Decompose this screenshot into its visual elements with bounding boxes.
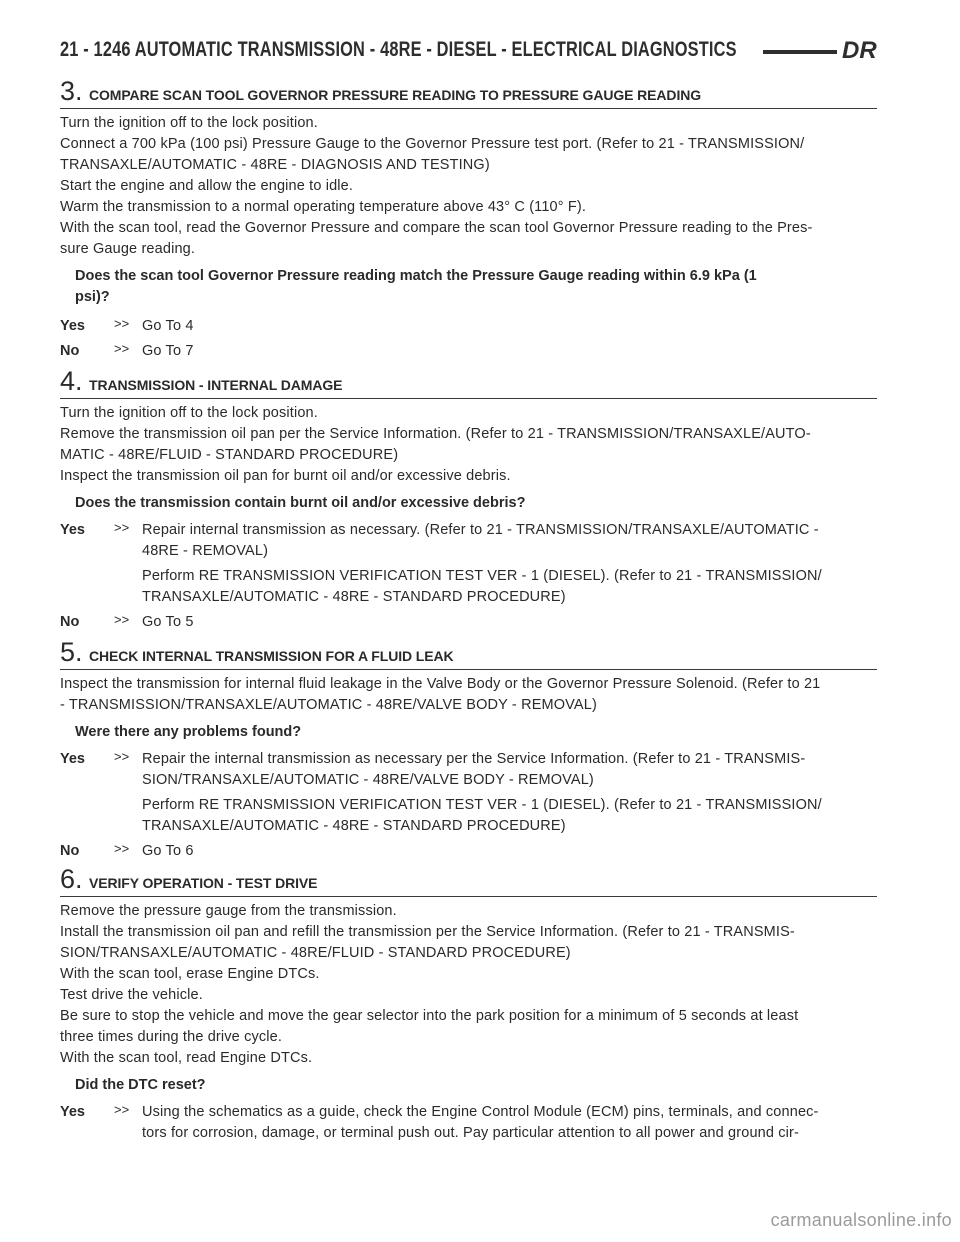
answer-yes (60, 316, 877, 337)
answer-yes (60, 520, 877, 608)
instruction: Start the engine and allow the engine to idle. (60, 178, 354, 194)
instruction: Connect a 700 kPa (100 psi) Pressure Gauge to the Governor Pressure test port. (Refer to 21 - TRANSMISSION/ (60, 136, 805, 152)
section-3 (60, 76, 877, 362)
instruction: With the scan tool, read Engine DTCs. (60, 1050, 313, 1066)
step-number: 3 . (60, 76, 83, 107)
question: Were there any problems found? (75, 724, 302, 740)
instruction: Warm the transmission to a normal operating temperature above 43° C (110° F). (60, 199, 587, 215)
arrow-icon: >> (114, 1102, 130, 1117)
answer-text: Repair internal transmission as necessary. (Refer to 21 - TRANSMISSION/TRANSAXLE/AUTOMATIC - (142, 522, 819, 538)
header-rule (763, 50, 837, 54)
question: psi)? (75, 289, 110, 305)
answer-text: tors for corrosion, damage, or terminal push out. Pay particular attention to all power and ground cir- (142, 1125, 799, 1141)
instruction: Remove the pressure gauge from the transmission. (60, 903, 397, 919)
answer-no (60, 841, 877, 862)
answer-label: No (60, 343, 80, 359)
page-header (60, 36, 877, 66)
answer-text: Go To 4 (142, 318, 194, 334)
answer-text: Go To 6 (142, 843, 194, 859)
answer-label: Yes (60, 751, 85, 767)
instruction: With the scan tool, erase Engine DTCs. (60, 966, 320, 982)
section-heading (60, 637, 877, 670)
section-heading (60, 76, 877, 109)
answer-label: Yes (60, 318, 85, 334)
answer-text: Go To 5 (142, 614, 194, 630)
answer-label: Yes (60, 1104, 85, 1120)
answer-text: 48RE - REMOVAL) (142, 543, 269, 559)
arrow-icon: >> (114, 341, 130, 356)
watermark: carmanualsonline.info (770, 1210, 952, 1230)
answer-label: No (60, 614, 80, 630)
instruction: With the scan tool, read the Governor Pressure and compare the scan tool Governor Pressure reading to the Pres- (60, 220, 813, 236)
section-4 (60, 366, 877, 633)
arrow-icon: >> (114, 316, 130, 331)
arrow-icon: >> (114, 612, 130, 627)
answer-text: Go To 7 (142, 343, 194, 359)
instruction: Turn the ignition off to the lock position. (60, 115, 318, 131)
arrow-icon: >> (114, 841, 130, 856)
answer-text: TRANSAXLE/AUTOMATIC - 48RE - STANDARD PROCEDURE) (142, 818, 566, 834)
step-number: 6 . (60, 864, 83, 895)
question: Did the DTC reset? (75, 1077, 206, 1093)
section-5 (60, 637, 877, 862)
answer-label: No (60, 843, 80, 859)
step-number: 5 . (60, 637, 83, 668)
instruction: Inspect the transmission oil pan for burnt oil and/or excessive debris. (60, 468, 511, 484)
arrow-icon: >> (114, 520, 130, 535)
section-6 (60, 864, 877, 1144)
step-title: CHECK INTERNAL TRANSMISSION FOR A FLUID LEAK (89, 648, 454, 664)
step-title: VERIFY OPERATION - TEST DRIVE (89, 875, 318, 891)
instruction: Inspect the transmission for internal fluid leakage in the Valve Body or the Governor Pressure Solenoid. (Refer to 21 (60, 676, 821, 692)
answer-text: Repair the internal transmission as necessary per the Service Information. (Refer to 21 - TRANSMIS- (142, 751, 806, 767)
question: Does the scan tool Governor Pressure reading match the Pressure Gauge reading within 6.9 kPa (1 (75, 268, 757, 284)
step-number: 4 . (60, 366, 83, 397)
answer-text: SION/TRANSAXLE/AUTOMATIC - 48RE/VALVE BODY - REMOVAL) (142, 772, 594, 788)
instruction: MATIC - 48RE/FLUID - STANDARD PROCEDURE) (60, 447, 399, 463)
answer-text: Perform RE TRANSMISSION VERIFICATION TEST VER - 1 (DIESEL). (Refer to 21 - TRANSMISSION/ (142, 568, 822, 584)
instruction: Turn the ignition off to the lock position. (60, 405, 318, 421)
arrow-icon: >> (114, 749, 130, 764)
instruction: Be sure to stop the vehicle and move the gear selector into the park position for a minimum of 5 seconds at least (60, 1008, 799, 1024)
instruction: sure Gauge reading. (60, 241, 196, 257)
answer-text: Perform RE TRANSMISSION VERIFICATION TEST VER - 1 (DIESEL). (Refer to 21 - TRANSMISSION/ (142, 797, 822, 813)
answer-yes (60, 749, 877, 837)
answer-no (60, 612, 877, 633)
answer-yes (60, 1102, 877, 1144)
instruction: three times during the drive cycle. (60, 1029, 283, 1045)
answer-text: TRANSAXLE/AUTOMATIC - 48RE - STANDARD PROCEDURE) (142, 589, 566, 605)
step-title: TRANSMISSION - INTERNAL DAMAGE (89, 377, 343, 393)
answer-text: Using the schematics as a guide, check the Engine Control Module (ECM) pins, terminals, and connec- (142, 1104, 819, 1120)
instruction: Remove the transmission oil pan per the Service Information. (Refer to 21 - TRANSMISSION/TRANSAXLE/AUTO- (60, 426, 811, 442)
question: Does the transmission contain burnt oil and/or excessive debris? (75, 495, 526, 511)
instruction: Test drive the vehicle. (60, 987, 203, 1003)
header-brand: DR (842, 37, 877, 64)
section-heading (60, 864, 877, 897)
section-heading (60, 366, 877, 399)
answer-label: Yes (60, 522, 85, 538)
instruction: Install the transmission oil pan and refill the transmission per the Service Information. (Refer to 21 - TRANSMIS- (60, 924, 795, 940)
instruction: TRANSAXLE/AUTOMATIC - 48RE - DIAGNOSIS AND TESTING) (60, 157, 490, 173)
step-title: COMPARE SCAN TOOL GOVERNOR PRESSURE READING TO PRESSURE GAUGE READING (89, 87, 702, 103)
instruction: - TRANSMISSION/TRANSAXLE/AUTOMATIC - 48RE/VALVE BODY - REMOVAL) (60, 697, 597, 713)
answer-no (60, 341, 877, 362)
instruction: SION/TRANSAXLE/AUTOMATIC - 48RE/FLUID - STANDARD PROCEDURE) (60, 945, 571, 961)
header-title: 21 - 1246 AUTOMATIC TRANSMISSION - 48RE - DIESEL - ELECTRICAL DIAGNOSTICS (60, 38, 737, 61)
